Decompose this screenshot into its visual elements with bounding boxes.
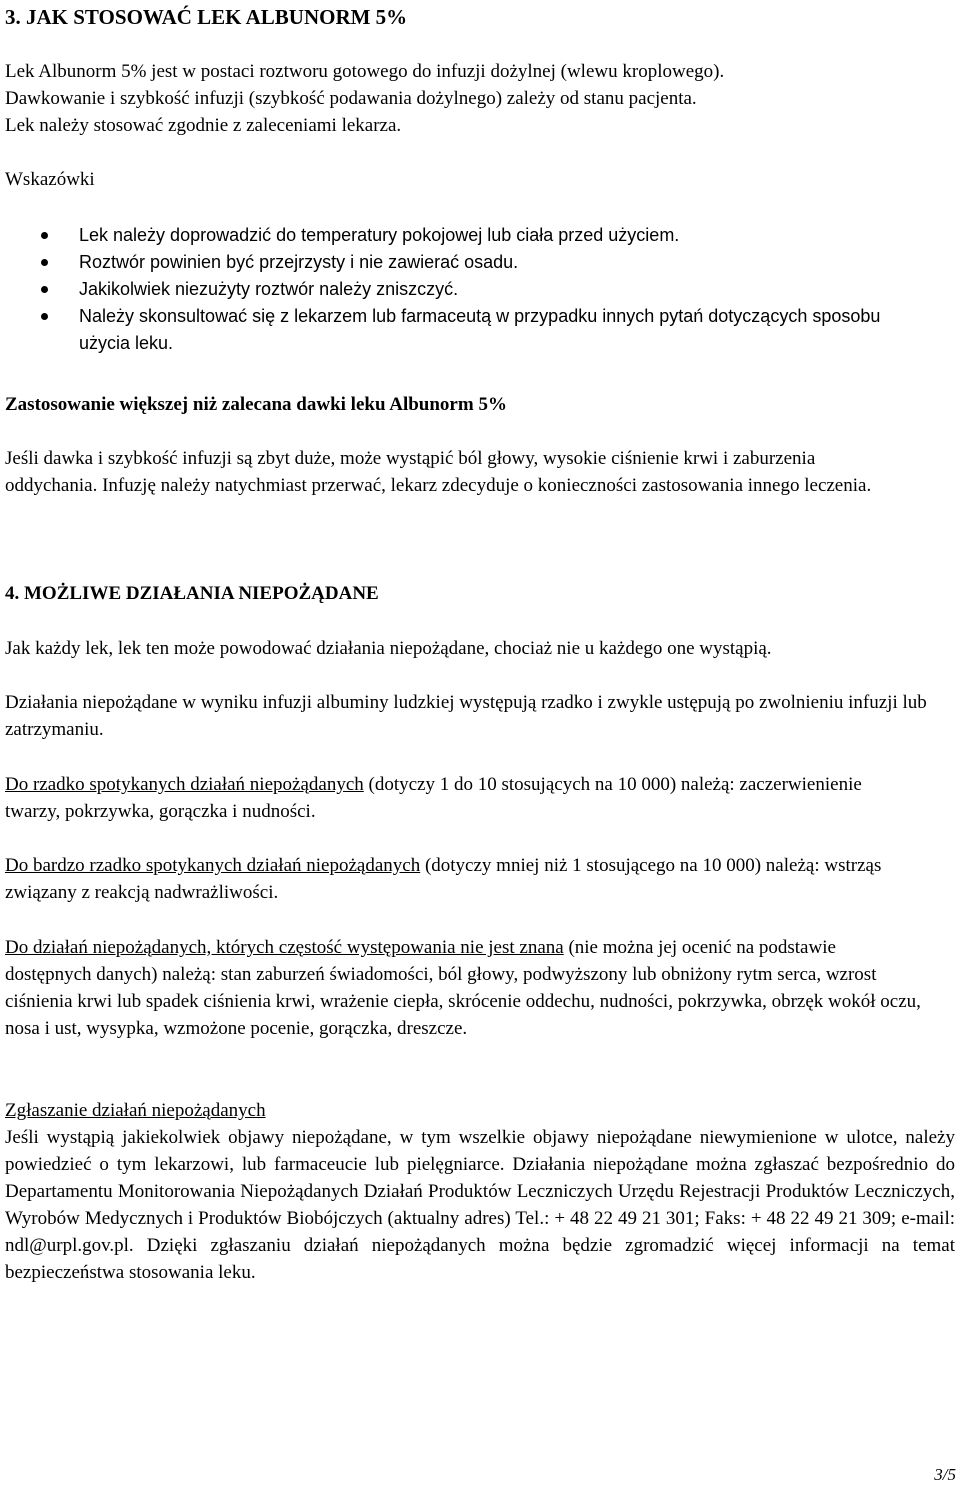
intro-line: Lek Albunorm 5% jest w postaci roztworu gotowego do infuzji dożylnej (wlewu kroplowego). — [5, 61, 725, 82]
bullet-icon — [41, 259, 48, 266]
infusion-text: Działania niepożądane w wyniku infuzji albuminy ludzkiej występują rzadko i zwykle ustępują po zwolnieniu infuzji lub zatrzymaniu. — [5, 692, 927, 740]
rare-effects-label: Do rzadko spotykanych działań niepożądanych — [5, 774, 364, 795]
reporting-title: Zgłaszanie działań niepożądanych — [5, 1100, 266, 1121]
unknown-frequency-text: (nie można jej ocenić na podstawie dostępnych danych) należą: stan zaburzeń świadomości, ból głowy, podwyższony lub obniżony rytm serca, wzrost ciśnienia krwi lub spadek ciśnienia krwi, wrażenie ciepła, skrócenie oddechu, nudności, pokrzywka, obrzęk wokół oczu, nosa i ust, wysypka, wzmożone pocenie, gorączka, dreszcze. — [5, 937, 921, 1039]
tip-item: Lek należy doprowadzić do temperatury pokojowej lub ciała przed użyciem. — [5, 222, 955, 249]
bullet-icon — [41, 313, 48, 320]
intro-line: Lek należy stosować zgodnie z zaleceniami lekarza. — [5, 115, 402, 136]
section-3-intro — [5, 58, 955, 139]
tip-item: Roztwór powinien być przejrzysty i nie zawierać osadu. — [5, 249, 955, 276]
section-4-intro: Jak każdy lek, lek ten może powodować działania niepożądane, chociaż nie u każdego one wystąpią. — [5, 638, 772, 659]
very-rare-effects-text: (dotyczy mniej niż 1 stosującego na 10 000) należą: wstrząs związany z reakcją nadwrażliwości. — [5, 855, 882, 903]
rare-effects-text: (dotyczy 1 do 10 stosujących na 10 000) należą: zaczerwienienie twarzy, pokrzywka, gorączka i nudności. — [5, 774, 862, 822]
unknown-frequency-label: Do działań niepożądanych, których częstość występowania nie jest znana — [5, 937, 564, 958]
unknown-frequency-effects — [5, 934, 925, 1042]
tip-item: Jakikolwiek niezużyty roztwór należy zniszczyć. — [5, 276, 955, 303]
very-rare-effects-label: Do bardzo rzadko spotykanych działań niepożądanych — [5, 855, 421, 876]
section-4-heading: 4. MOŻLIWE DZIAŁANIA NIEPOŻĄDANE — [5, 583, 379, 604]
tip-item: Należy skonsultować się z lekarzem lub farmaceutą w przypadku innych pytań dotyczących sposobu użycia leku. — [5, 303, 955, 357]
bullet-icon — [41, 232, 48, 239]
tips-list — [5, 222, 955, 357]
tips-title: Wskazówki — [5, 169, 95, 190]
rare-effects — [5, 771, 915, 825]
very-rare-effects — [5, 852, 935, 906]
section-3-heading: 3. JAK STOSOWAĆ LEK ALBUNORM 5% — [5, 5, 408, 29]
bullet-icon — [41, 286, 48, 293]
overdose-title: Zastosowanie większej niż zalecana dawki leku Albunorm 5% — [5, 394, 507, 415]
page-number: 3/5 — [934, 1465, 956, 1484]
reporting-text: Jeśli wystąpią jakiekolwiek objawy niepożądane, w tym wszelkie objawy niepożądane niewymienione w ulotce, należy powiedzieć o tym lekarzowi, lub farmaceucie lub pielęgniarce. Działania niepożądane można zgłaszać bezpośrednio do Departamentu Monitorowania Niepożądanych Działań Produktów Leczniczych Urzędu Rejestracji Produktów Leczniczych, Wyrobów Medycznych i Produktów Biobójczych (aktualny adres) Tel.: + 48 22 49 21 301; Faks: + 48 22 49 21 309; e-mail: ndl@urpl.gov.pl. Dzięki zgłaszaniu działań niepożądanych można będzie zgromadzić więcej informacji na temat bezpieczeństwa stosowania leku. — [5, 1127, 955, 1283]
overdose-text: Jeśli dawka i szybkość infuzji są zbyt duże, może wystąpić ból głowy, wysokie ciśnienie krwi i zaburzenia oddychania. Infuzję należy natychmiast przerwać, lekarz zdecyduje o konieczności zastosowania innego leczenia. — [5, 448, 872, 496]
intro-line: Dawkowanie i szybkość infuzji (szybkość podawania dożylnego) zależy od stanu pacjenta. — [5, 88, 697, 109]
